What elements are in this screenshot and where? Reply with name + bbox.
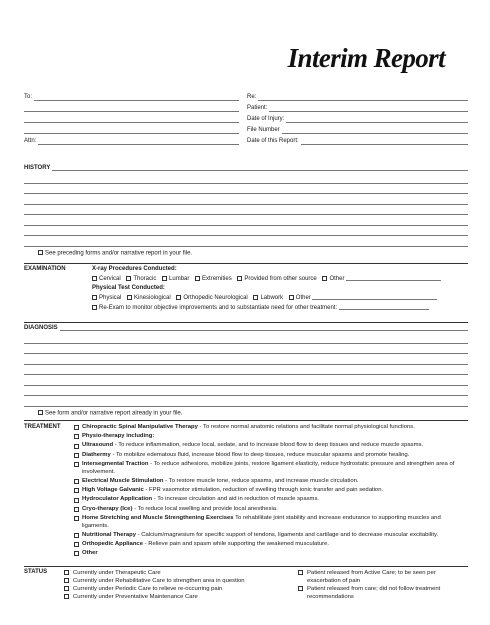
patient-label: Patient:	[247, 104, 268, 111]
history-field[interactable]	[24, 163, 468, 173]
checkbox[interactable]	[64, 594, 69, 599]
address-line-2[interactable]	[24, 114, 239, 125]
checkbox[interactable]	[127, 295, 132, 300]
treatment-item[interactable]	[74, 487, 468, 495]
treatment-name: Other	[82, 550, 98, 557]
treatment-item[interactable]	[74, 506, 468, 514]
history-note-text: See preceding forms and/or narrative report in your file.	[45, 250, 193, 256]
treatment-description: To rehabilitate joint stability and increase endurance to supporting muscles and ligaments.	[82, 514, 441, 529]
checkbox[interactable]	[74, 507, 79, 512]
status-option[interactable]	[298, 585, 468, 601]
address-line-1[interactable]	[24, 103, 239, 114]
physical-option-orthopedic[interactable]: Orthopedic Neurological	[176, 295, 247, 301]
treatment-item[interactable]	[74, 496, 468, 504]
history-note-checkbox[interactable]	[38, 250, 43, 255]
checkbox[interactable]	[74, 498, 79, 503]
treatment-description: - Relieve pain and spasm while supporting the weakened musculature.	[143, 541, 329, 548]
history-note	[24, 250, 468, 258]
history-line[interactable]	[24, 226, 468, 237]
treatment-item[interactable]	[74, 442, 468, 450]
diagnosis-line[interactable]	[24, 396, 468, 407]
xray-options	[92, 275, 468, 285]
status-option-text: Currently under Rehabilitative Care to strengthen area in question	[73, 578, 245, 584]
report-title: Interim Report	[287, 43, 445, 73]
xray-option-other[interactable]: Other	[322, 276, 441, 282]
date-of-report-field[interactable]	[247, 136, 468, 147]
status-option[interactable]	[298, 569, 468, 585]
diagnosis-line[interactable]	[24, 386, 468, 397]
patient-field[interactable]	[247, 103, 468, 114]
diagnosis-field[interactable]	[24, 323, 468, 333]
status-option[interactable]	[64, 569, 304, 577]
treatment-name: Ultrasound	[82, 442, 114, 449]
physical-other-field[interactable]	[312, 294, 437, 300]
xray-option-other-source[interactable]: Provided from other source	[237, 276, 316, 282]
treatment-description: - Calcium/magnesium for specific support of tendons, ligaments and cartilage and to decrease muscular excitability.	[136, 531, 439, 538]
physical-option-labwork[interactable]: Labwork	[253, 295, 283, 301]
treatment-description: - To reduce adhesions, mobilize joints, restore ligament elasticity, reduce hydrostatic pressure and strengthen area of involvement.	[82, 460, 455, 475]
treatment-name: High Voltage Galvanic	[82, 487, 144, 494]
treatment-item[interactable]	[74, 461, 468, 477]
treatment-name: Intersegmental Traction	[82, 460, 149, 467]
address-line-3[interactable]	[24, 125, 239, 136]
checkbox[interactable]	[74, 516, 79, 521]
treatment-description: - To restore normal anatomic relations and facilitate normal physiological functions.	[197, 424, 415, 430]
date-of-injury-field[interactable]	[247, 114, 468, 125]
treatment-name: Cryo-therapy (Ice)	[82, 505, 133, 512]
checkbox[interactable]	[298, 586, 303, 591]
history-label: HISTORY	[24, 164, 51, 171]
date-of-report-label: Date of this Report:	[247, 137, 299, 144]
treatment-name: Physio-therapy including:	[82, 433, 155, 440]
xray-other-field[interactable]	[346, 275, 441, 281]
to-field[interactable]	[24, 92, 239, 103]
treatment-description: - To reduce inflammation, reduce local, sedate, and to increase blood flow to deep tissues and reduce muscle spasms.	[113, 442, 424, 449]
treatment-item[interactable]	[74, 550, 468, 558]
diagnosis-line[interactable]	[24, 365, 468, 376]
checkbox[interactable]	[298, 570, 303, 575]
xray-option-lumbar[interactable]: Lumbar	[162, 276, 189, 282]
checkbox[interactable]	[237, 276, 242, 281]
diagnosis-section	[24, 322, 468, 417]
checkbox[interactable]	[74, 444, 79, 449]
status-right-column	[298, 569, 468, 601]
attn-field[interactable]	[24, 136, 239, 147]
status-option-text: Currently under Periodic Care to relieve re-occurring pain	[73, 586, 223, 592]
physical-option-other[interactable]: Other	[289, 295, 438, 301]
status-option-text: Currently under Therapeutic Care	[73, 570, 161, 576]
treatment-item[interactable]	[74, 424, 468, 432]
checkbox[interactable]	[253, 295, 258, 300]
checkbox[interactable]	[74, 425, 79, 430]
treatment-name: Chiropractic Spinal Manipulative Therapy	[82, 424, 198, 430]
treatment-item[interactable]	[74, 433, 468, 441]
checkbox[interactable]	[162, 276, 167, 281]
checkbox[interactable]	[92, 295, 97, 300]
treatment-item[interactable]	[74, 515, 468, 531]
checkbox[interactable]	[176, 295, 181, 300]
history-line[interactable]	[24, 236, 468, 247]
checkbox[interactable]	[74, 533, 79, 538]
status-left-column	[64, 569, 304, 601]
checkbox[interactable]	[74, 434, 79, 439]
checkbox[interactable]	[126, 276, 131, 281]
physical-option-physical[interactable]: Physical	[92, 295, 121, 301]
diagnosis-label: DIAGNOSIS	[24, 324, 58, 331]
checkbox[interactable]	[74, 479, 79, 484]
checkbox[interactable]	[74, 488, 79, 493]
treatment-name: Hydroculator Application	[82, 496, 153, 503]
treatment-name: Electrical Muscle Stimulation	[82, 477, 164, 484]
history-line[interactable]	[24, 184, 468, 195]
reexam-field[interactable]	[339, 304, 429, 310]
status-section	[24, 566, 468, 600]
status-option-text: Patient released from care; did not follow treatment recommendations	[307, 586, 441, 600]
treatment-name: Home Stretching and Muscle Strengthening Exercises	[82, 514, 234, 521]
diagnosis-note-checkbox[interactable]	[38, 410, 43, 415]
checkbox[interactable]	[322, 276, 327, 281]
history-line[interactable]	[24, 205, 468, 216]
status-option[interactable]	[64, 593, 304, 601]
to-label: To:	[24, 93, 33, 100]
checkbox[interactable]	[64, 578, 69, 583]
checkbox[interactable]	[74, 453, 79, 458]
status-option-text: Patient released from Active Care; to be seen per exacerbation of pain	[307, 570, 436, 584]
attn-label: Attn:	[24, 137, 37, 144]
diagnosis-line[interactable]	[24, 333, 468, 344]
date-of-injury-label: Date of Injury:	[247, 115, 285, 122]
xray-option-cervical[interactable]: Cervical	[92, 276, 121, 282]
treatment-description: - To reduce local swelling and provide local anesthesia.	[132, 505, 278, 512]
checkbox[interactable]	[74, 542, 79, 547]
treatment-label: TREATMENT	[24, 424, 61, 430]
physical-option-kinesiological[interactable]: Kinesiological	[127, 295, 171, 301]
checkbox[interactable]	[64, 586, 69, 591]
status-option-text: Currently under Preventative Maintenance Care	[73, 594, 198, 600]
examination-section	[24, 263, 468, 323]
checkbox[interactable]	[289, 295, 294, 300]
checkbox[interactable]	[74, 462, 79, 467]
reexam-option[interactable]: Re-Exam to monitor objective improvements and to substantiate need for other treatment:	[92, 304, 468, 314]
checkbox[interactable]	[92, 305, 97, 310]
checkbox[interactable]	[64, 570, 69, 575]
treatment-description: - To increase circulation and aid in reduction of muscle spasms.	[152, 496, 320, 503]
file-number-label: File Number	[247, 126, 280, 133]
history-section	[24, 163, 468, 257]
xray-option-thoracic[interactable]: Thoracic	[126, 276, 156, 282]
history-line[interactable]	[24, 194, 468, 205]
header-fields	[24, 92, 468, 147]
physical-options	[92, 294, 468, 304]
diagnosis-line[interactable]	[24, 344, 468, 355]
xray-heading: X-ray Procedures Conducted:	[92, 266, 177, 272]
file-number-field[interactable]	[247, 125, 468, 136]
re-field[interactable]	[247, 92, 468, 103]
diagnosis-line[interactable]	[24, 375, 468, 386]
diagnosis-note-text: See form and/or narrative report already in your file.	[45, 410, 183, 416]
status-label: STATUS	[24, 569, 48, 575]
treatment-item[interactable]	[74, 532, 468, 540]
re-label: Re:	[247, 93, 257, 100]
treatment-item[interactable]	[74, 452, 468, 460]
history-line[interactable]	[24, 173, 468, 184]
diagnosis-note	[24, 410, 468, 418]
history-line[interactable]	[24, 215, 468, 226]
treatment-list	[74, 424, 468, 559]
checkbox[interactable]	[74, 551, 79, 556]
treatment-section	[24, 420, 468, 557]
examination-label: EXAMINATION	[24, 266, 66, 272]
treatment-name: Nutritional Therapy	[82, 531, 137, 538]
treatment-description: - FPR vasomotor stimulation, reduction of swelling through ionic transfer and pain sedation.	[143, 487, 384, 494]
status-option[interactable]	[64, 577, 304, 585]
xray-option-extremities[interactable]: Extremities	[195, 276, 232, 282]
treatment-item[interactable]	[74, 478, 468, 486]
checkbox[interactable]	[92, 276, 97, 281]
treatment-name: Orthopedic Appliance	[82, 541, 143, 548]
treatment-item[interactable]	[74, 541, 468, 549]
diagnosis-line[interactable]	[24, 354, 468, 365]
treatment-description: - To restore muscle tone, reduce spasms, and increase muscle circulation.	[163, 477, 359, 484]
status-option[interactable]	[64, 585, 304, 593]
treatment-name: Diathermy	[82, 451, 111, 458]
checkbox[interactable]	[195, 276, 200, 281]
physical-heading: Physical Test Conducted:	[92, 285, 165, 292]
treatment-description: - To mobilize edematous fluid, increase blood flow to deep tissues, reduce muscular spasms and promote healing.	[110, 451, 410, 458]
